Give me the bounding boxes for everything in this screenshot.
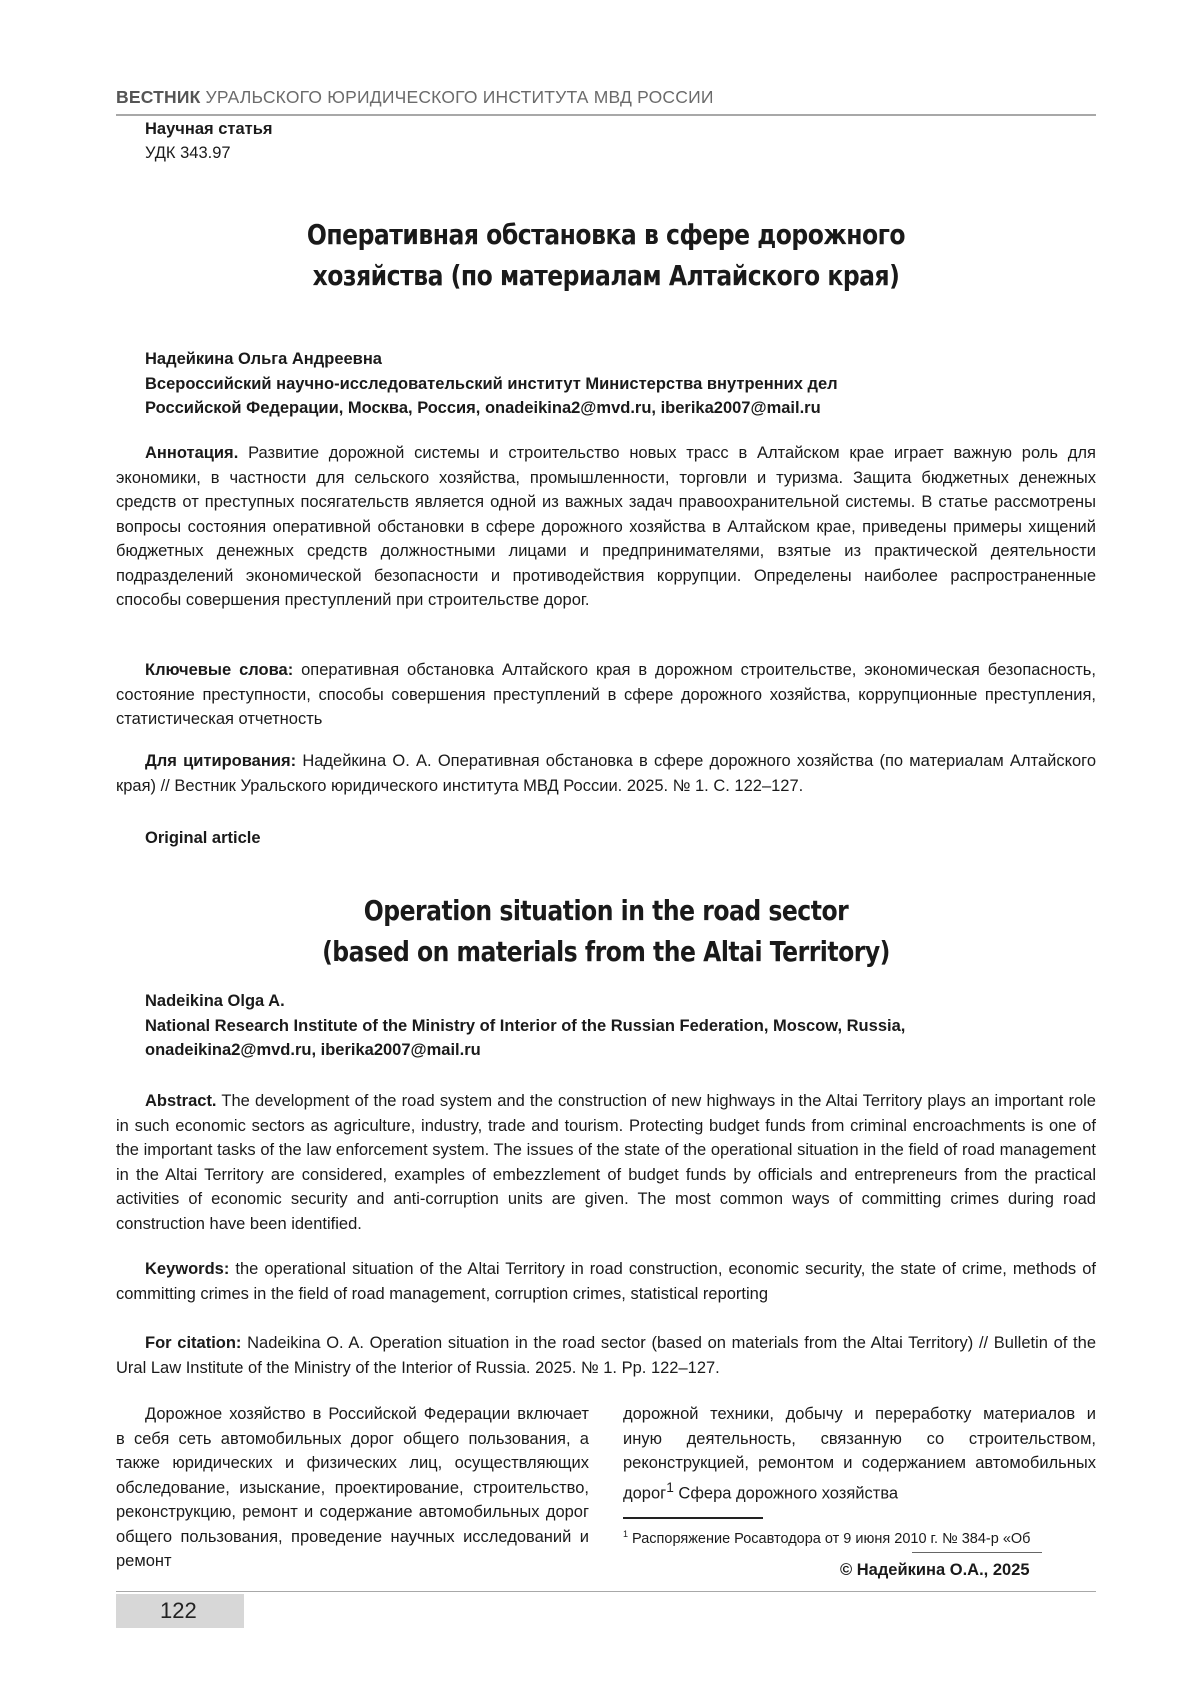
- keywords-text-en: the operational situation of the Altai Territory in road construction, economic security, the state of crime, methods of committing crimes in the field of road management, corruption crimes, statistical reporting: [116, 1260, 1096, 1303]
- copyright-rule: [912, 1552, 1042, 1553]
- title-en-line2: (based on materials from the Altai Territory): [194, 931, 1017, 972]
- title-ru-line1: Оперативная обстановка в сфере дорожного: [194, 214, 1017, 255]
- header-rule: [116, 114, 1096, 116]
- citation-text-en: Nadeikina O. A. Operation situation in the road sector (based on materials from the Altai Territory) // Bulletin of the Ural Law Institute of the Ministry of the Interior of Russia. 2025. № 1. Pp. 122–127.: [116, 1334, 1096, 1377]
- body-column-left: Дорожное хозяйство в Российской Федерации включает в себя сеть автомобильных дорог общего пользования, а также юридических и физических лиц, осуществляющих обследование, изыскание, проектирование, строительство, реконструкцию, ремонт и содержание автомобильных дорог общего пользования, проведение научных исследований и ремонт: [116, 1402, 589, 1574]
- affiliation-ru-line1: Всероссийский научно-исследовательский институт Министерства внутренних дел: [145, 372, 1095, 397]
- keywords-ru: [116, 658, 1096, 732]
- title-en-line1: Operation situation in the road sector: [194, 890, 1017, 931]
- journal-page: [0, 0, 1200, 1697]
- running-header: [116, 87, 1096, 108]
- footnote-rule: [623, 1517, 763, 1519]
- citation-label-ru: Для цитирования:: [145, 752, 296, 770]
- abstract-label-en: Abstract.: [145, 1092, 217, 1110]
- citation-en: [116, 1331, 1096, 1380]
- keywords-label-en: Keywords:: [145, 1260, 229, 1278]
- title-ru-line2: хозяйства (по материалам Алтайского края): [194, 255, 1017, 296]
- keywords-label-ru: Ключевые слова:: [145, 661, 293, 679]
- author-block-ru: [145, 347, 1095, 421]
- citation-ru: [116, 749, 1096, 798]
- article-title-ru: [194, 214, 1017, 296]
- article-type-en: Original article: [145, 829, 261, 848]
- body-right-text: дорожной техники, добычу и переработку материалов и иную деятельность, связанную со строительством, реконструкцией, ремонтом и содержанием автомобильных дорог: [623, 1405, 1096, 1502]
- copyright: © Надейкина О.А., 2025: [840, 1561, 1030, 1580]
- footnote-text: Распоряжение Росавтодора от 9 июня 2010 г. № 384-р «Об: [628, 1531, 1030, 1547]
- journal-name-rest: УРАЛЬСКОГО ЮРИДИЧЕСКОГО ИНСТИТУТА МВД РОССИИ: [201, 87, 714, 107]
- journal-name-bold: ВЕСТНИК: [116, 87, 201, 107]
- affiliation-en-line1: National Research Institute of the Ministry of Interior of the Russian Federation, Moscow, Russia,: [145, 1014, 1095, 1039]
- article-title-en: [194, 890, 1017, 972]
- footnote-mark: 1: [623, 1529, 628, 1539]
- abstract-en: [116, 1089, 1096, 1236]
- footnote-reference[interactable]: 1: [666, 1480, 674, 1495]
- body-right-text-after: Сфера дорожного хозяйства: [674, 1484, 898, 1502]
- page-number: 122: [116, 1594, 244, 1628]
- abstract-label-ru: Аннотация.: [145, 444, 238, 462]
- affiliation-en-line2: onadeikina2@mvd.ru, iberika2007@mail.ru: [145, 1038, 1095, 1063]
- abstract-text-ru: Развитие дорожной системы и строительство новых трасс в Алтайском крае играет важную роль для экономики, в частности для сельского хозяйства, промышленности, торговли и туризма. Защита бюджетных денежных средств от преступных посягательств является одной из важных задач правоохранительной системы. В статье рассмотрены вопросы состояния оперативной обстановки в сфере дорожного хозяйства в Алтайском крае, приведены примеры хищений бюджетных денежных средств должностными лицами и предпринимателями, взятые из практической деятельности подразделений экономической безопасности и противодействия коррупции. Определены наиболее распространенные способы совершения преступлений при строительстве дорог.: [116, 444, 1096, 609]
- citation-text-ru: Надейкина О. А. Оперативная обстановка в сфере дорожного хозяйства (по материалам Алтайского края) // Вестник Уральского юридического института МВД России. 2025. № 1. С. 122–127.: [116, 752, 1096, 795]
- author-name-en: Nadeikina Olga A.: [145, 989, 1095, 1014]
- body-column-right: [623, 1402, 1096, 1506]
- keywords-en: [116, 1257, 1096, 1306]
- footnote: [623, 1524, 1103, 1549]
- affiliation-ru-line2: Российской Федерации, Москва, Россия, onadeikina2@mvd.ru, iberika2007@mail.ru: [145, 396, 1095, 421]
- keywords-text-ru: оперативная обстановка Алтайского края в дорожном строительстве, экономическая безопасность, состояние преступности, способы совершения преступлений в сфере дорожного хозяйства, коррупционные преступления, статистическая отчетность: [116, 661, 1096, 728]
- article-type-ru: Научная статья: [145, 120, 273, 139]
- body-right-paragraph: [623, 1402, 1096, 1506]
- abstract-text-en: The development of the road system and the construction of new highways in the Altai Territory plays an important role in such economic sectors as agriculture, industry, trade and tourism. Protecting budget funds from criminal encroachments is one of the important tasks of the law enforcement system. The issues of the state of the operational situation in the field of road management in the Altai Territory are considered, examples of embezzlement of budget funds by officials and entrepreneurs from the practical activities of economic security and anti-corruption units are given. The most common ways of committing crimes during road construction have been identified.: [116, 1092, 1096, 1233]
- footer-rule: [116, 1591, 1096, 1592]
- udk-code: УДК 343.97: [145, 144, 231, 163]
- citation-label-en: For citation:: [145, 1334, 241, 1352]
- abstract-ru: [116, 441, 1096, 613]
- author-name-ru: Надейкина Ольга Андреевна: [145, 347, 1095, 372]
- author-block-en: [145, 989, 1095, 1063]
